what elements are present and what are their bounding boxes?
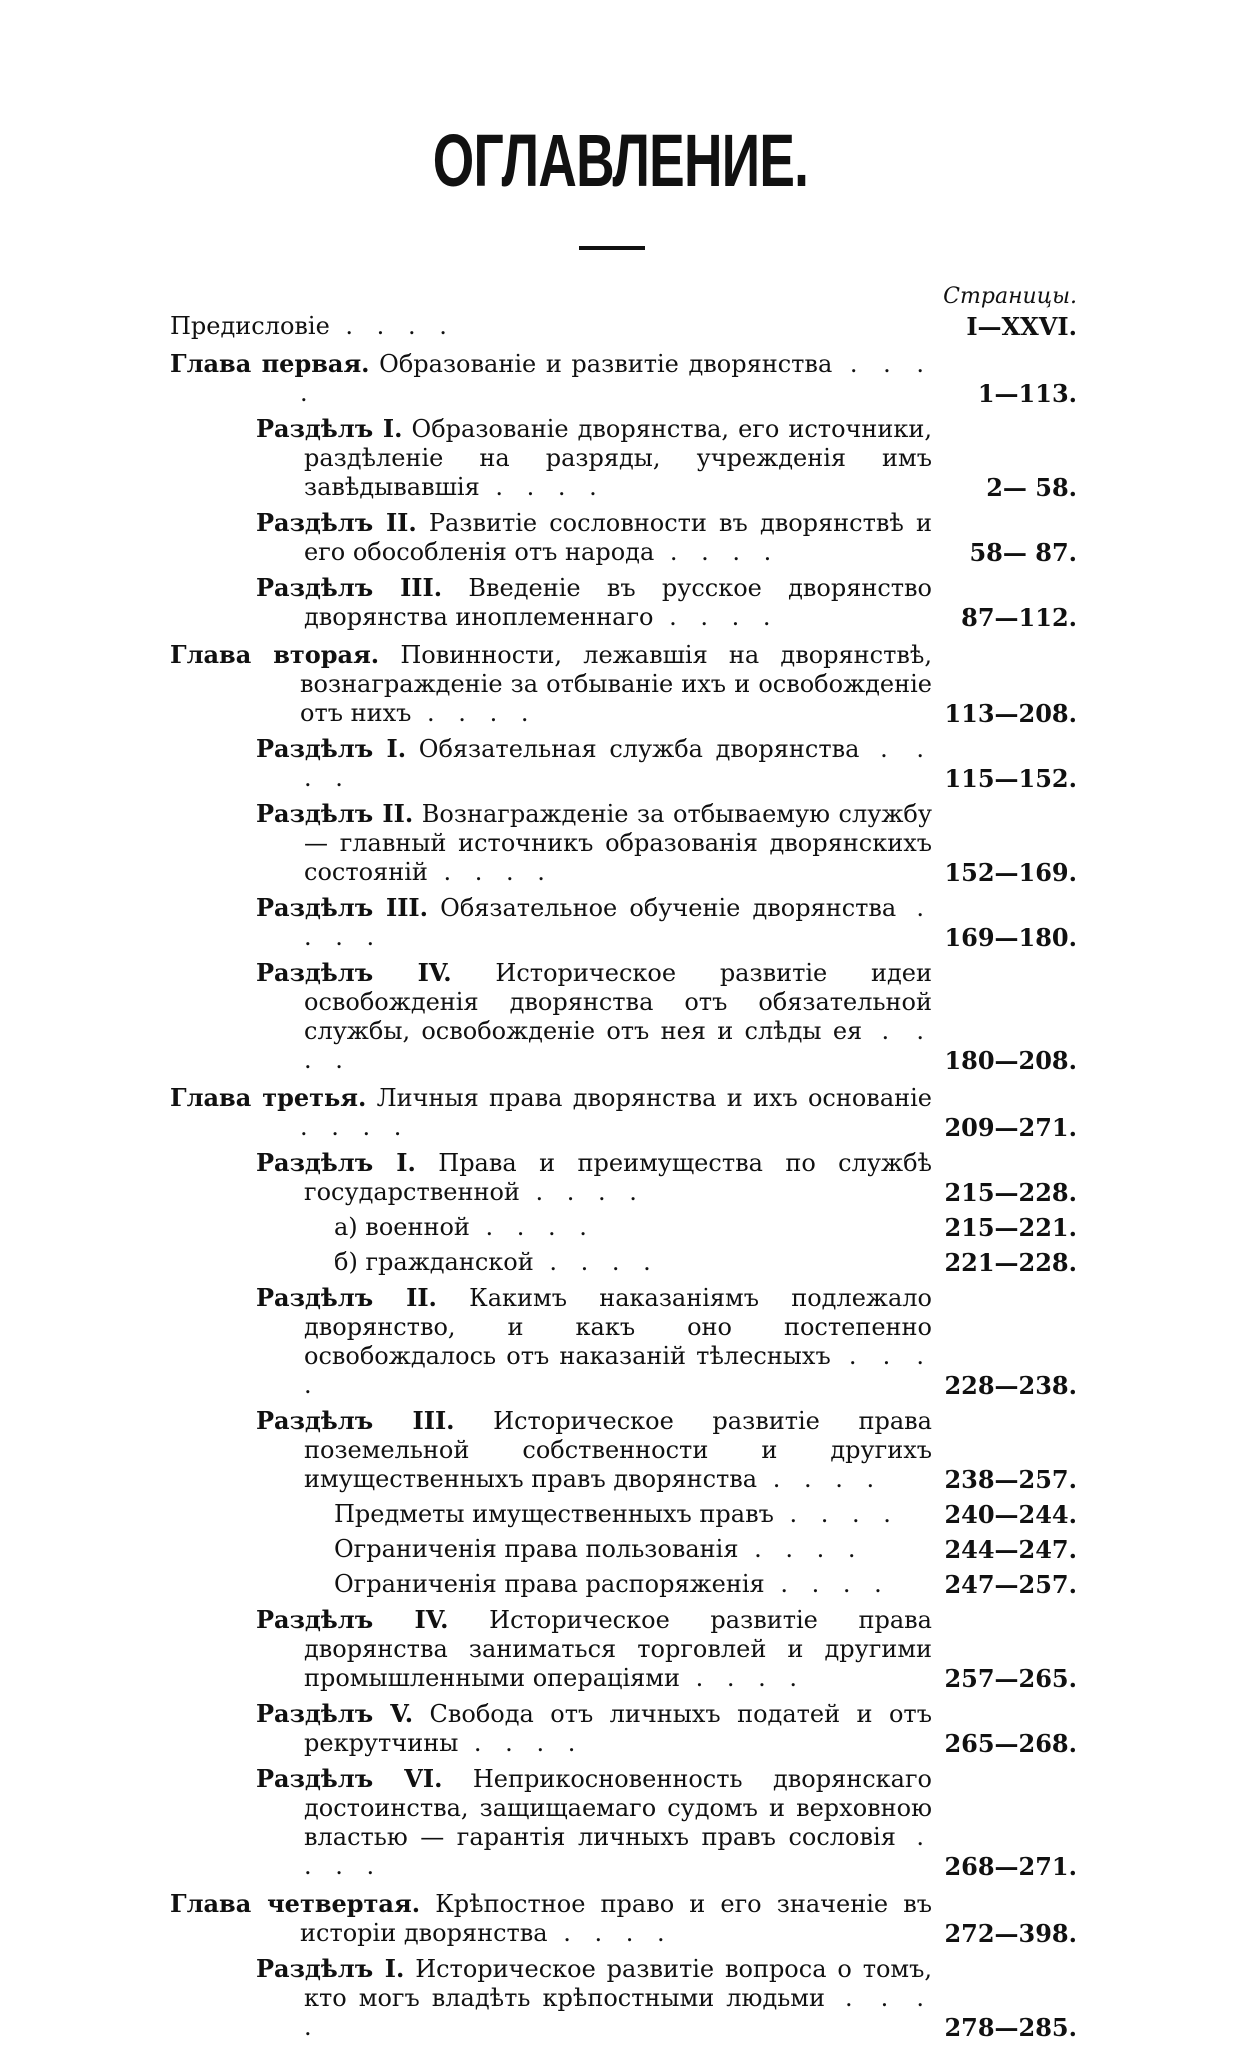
- toc-section: [0, 958, 1241, 1075]
- toc-subsection: [0, 1248, 1241, 1277]
- toc-entry-text: [256, 1283, 932, 1400]
- toc-section: [0, 508, 1241, 567]
- toc-subsection: [0, 1213, 1241, 1242]
- dot-leader: . . . .: [533, 1248, 659, 1276]
- toc-entry-title: Крѣпостное право и его значеніе въ исторіи дворянства: [300, 1890, 932, 1947]
- toc-entry-lead: Глава третья.: [170, 1083, 367, 1112]
- table-of-contents: [0, 312, 1241, 2048]
- toc-entry-title: Права и преимущества по службѣ государственной: [304, 1149, 932, 1206]
- toc-page-range: I—XXVI.: [966, 312, 1077, 341]
- toc-page-range: 115—152.: [944, 764, 1077, 793]
- toc-entry-title: Личныя права дворянства и ихъ основаніе: [376, 1084, 932, 1112]
- toc-page-range: 215—221.: [944, 1213, 1077, 1242]
- toc-page-range: 87—112.: [961, 603, 1077, 632]
- dot-leader: . . . .: [304, 735, 932, 792]
- toc-page-range: 169—180.: [944, 923, 1077, 952]
- toc-chapter: [0, 640, 1241, 728]
- toc-entry-title: Развитіе сословности въ дворянствѣ и его обособленія отъ народа: [304, 509, 932, 566]
- toc-entry-text: [256, 1699, 932, 1758]
- toc-entry-lead: Раздѣлъ II.: [256, 799, 414, 828]
- toc-entry-lead: Раздѣлъ II.: [256, 1283, 437, 1312]
- dot-leader: . . . .: [679, 1664, 805, 1692]
- toc-section: [0, 1605, 1241, 1693]
- toc-chapter: [0, 349, 1241, 408]
- toc-entry-text: [334, 1213, 932, 1242]
- toc-page-range: 272—398.: [944, 1919, 1077, 1948]
- toc-section: [0, 1406, 1241, 1494]
- toc-section: [0, 573, 1241, 632]
- dot-leader: . . . .: [300, 1113, 410, 1141]
- toc-preface: [0, 312, 1241, 341]
- toc-entry-lead: Раздѣлъ IV.: [256, 958, 452, 987]
- toc-entry-text: [170, 640, 932, 728]
- toc-entry-text: [256, 1954, 932, 2042]
- dot-leader: . . . .: [300, 350, 932, 407]
- dot-leader: . . . .: [519, 1178, 645, 1206]
- dot-leader: . . . .: [304, 1342, 932, 1399]
- dot-leader: . . . .: [773, 1500, 899, 1528]
- toc-page-range: 244—247.: [944, 1535, 1077, 1564]
- toc-subsection: [0, 1570, 1241, 1599]
- toc-page-range: 113—208.: [944, 699, 1077, 728]
- toc-entry-text: [170, 1889, 932, 1948]
- toc-entry-lead: Раздѣлъ III.: [256, 573, 443, 602]
- toc-page-range: 215—228.: [944, 1178, 1077, 1207]
- toc-entry-text: [334, 1500, 932, 1529]
- toc-page-range: 268—271.: [944, 1852, 1077, 1881]
- toc-entry-title: Предметы имущественныхъ правъ: [334, 1500, 774, 1528]
- toc-entry-title: а) военной: [334, 1213, 470, 1241]
- toc-entry-title: Предисловіе: [170, 312, 330, 340]
- toc-section: [0, 1283, 1241, 1400]
- dot-leader: . . . .: [653, 603, 779, 631]
- toc-entry-text: [256, 893, 932, 952]
- dot-leader: . . . .: [479, 473, 605, 501]
- toc-entry-lead: Раздѣлъ VI.: [256, 1764, 443, 1793]
- dot-leader: . . . .: [329, 312, 455, 340]
- toc-section: [0, 1764, 1241, 1881]
- toc-entry-lead: Глава первая.: [170, 349, 370, 378]
- toc-entry-title: Повинности, лежавшія на дворянствѣ, вознагражденіе за отбываніе ихъ и освобожденіе отъ нихъ: [300, 641, 932, 727]
- dot-leader: . . . .: [469, 1213, 595, 1241]
- toc-entry-title: Обязательная служба дворянства: [418, 735, 860, 763]
- page-title: ОГЛАВЛЕНИЕ.: [432, 119, 809, 202]
- dot-leader: . . . .: [738, 1535, 864, 1563]
- toc-entry-text: [170, 349, 932, 408]
- toc-entry-title: Ограниченія права пользованія: [334, 1535, 739, 1563]
- toc-entry-lead: Раздѣлъ I.: [256, 1954, 405, 1983]
- dot-leader: . . . .: [304, 1823, 932, 1880]
- toc-entry-lead: Раздѣлъ III.: [256, 1406, 455, 1435]
- toc-entry-text: [170, 312, 932, 341]
- dot-leader: . . . .: [427, 858, 553, 886]
- toc-entry-text: [256, 958, 932, 1075]
- toc-entry-text: [256, 508, 932, 567]
- toc-entry-lead: Раздѣлъ IV.: [256, 1605, 449, 1634]
- toc-entry-title: Неприкосновенность дворянскаго достоинства, защищаемаго судомъ и верховною властью — гарантія личныхъ правъ сословія: [304, 1765, 932, 1851]
- toc-section: [0, 414, 1241, 502]
- toc-section: [0, 1148, 1241, 1207]
- toc-entry-lead: Раздѣлъ I.: [256, 414, 403, 443]
- toc-entry-title: Ограниченія права распоряженія: [334, 1570, 765, 1598]
- toc-section: [0, 1954, 1241, 2042]
- toc-page-range: 152—169.: [944, 858, 1077, 887]
- toc-page-range: 58— 87.: [969, 538, 1077, 567]
- toc-page-range: 221—228.: [944, 1248, 1077, 1277]
- toc-entry-text: [256, 1605, 932, 1693]
- toc-entry-text: [256, 573, 932, 632]
- toc-entry-title: Вознагражденіе за отбываемую службу — главный источникъ образованія дворянскихъ состояній: [304, 800, 932, 886]
- dot-leader: . . . .: [304, 894, 932, 951]
- toc-entry-title: Образованіе дворянства, его источники, раздѣленіе на разряды, учрежденія имъ завѣдывавшія: [304, 415, 933, 501]
- toc-entry-lead: Раздѣлъ II.: [256, 508, 417, 537]
- dot-leader: . . . .: [304, 1984, 932, 2041]
- toc-entry-lead: Глава вторая.: [170, 640, 380, 669]
- toc-entry-lead: Раздѣлъ I.: [256, 1148, 416, 1177]
- toc-entry-title: Историческое развитіе идеи освобожденія дворянства отъ обязательной службы, освобожденіе отъ нея и слѣды ея: [304, 959, 932, 1045]
- dot-leader: . . . .: [547, 1919, 673, 1947]
- toc-page-range: 228—238.: [944, 1371, 1077, 1400]
- toc-entry-text: [256, 1764, 932, 1881]
- toc-page-range: 238—257.: [944, 1465, 1077, 1494]
- toc-page-range: 240—244.: [944, 1500, 1077, 1529]
- toc-section: [0, 734, 1241, 793]
- toc-page-range: 257—265.: [944, 1664, 1077, 1693]
- toc-entry-text: [256, 414, 932, 502]
- toc-chapter: [0, 1083, 1241, 1142]
- toc-entry-lead: Глава четвертая.: [170, 1889, 421, 1918]
- toc-entry-text: [170, 1083, 932, 1142]
- toc-page-range: 180—208.: [944, 1046, 1077, 1075]
- toc-entry-title: Обязательное обученіе дворянства: [440, 894, 897, 922]
- toc-page-range: 247—257.: [944, 1570, 1077, 1599]
- toc-entry-lead: Раздѣлъ III.: [256, 893, 429, 922]
- dot-leader: . . . .: [757, 1465, 883, 1493]
- toc-entry-title: б) гражданской: [334, 1248, 534, 1276]
- toc-entry-title: Историческое развитіе вопроса о томъ, кто могъ владѣть крѣпостными людьми: [304, 1955, 932, 2012]
- toc-entry-lead: Раздѣлъ V.: [256, 1699, 414, 1728]
- title-divider: [579, 246, 645, 250]
- toc-subsection: [0, 1500, 1241, 1529]
- toc-page-range: 209—271.: [944, 1113, 1077, 1142]
- dot-leader: . . . .: [411, 699, 537, 727]
- dot-leader: . . . .: [654, 538, 780, 566]
- toc-chapter: [0, 1889, 1241, 1948]
- toc-section: [0, 893, 1241, 952]
- dot-leader: . . . .: [764, 1570, 890, 1598]
- toc-section: [0, 1699, 1241, 1758]
- toc-entry-text: [256, 734, 932, 793]
- toc-page-range: 278—285.: [944, 2013, 1077, 2042]
- toc-page-range: 1—113.: [977, 379, 1077, 408]
- toc-entry-title: Образованіе и развитіе дворянства: [379, 350, 833, 378]
- toc-entry-text: [256, 1406, 932, 1494]
- toc-page-range: 2— 58.: [986, 473, 1077, 502]
- toc-entry-text: [256, 1148, 932, 1207]
- toc-entry-title: Историческое развитіе права дворянства заниматься торговлей и другими промышленными операціями: [304, 1606, 932, 1692]
- pages-column-header: Страницы.: [943, 284, 1077, 309]
- toc-subsection: [0, 1535, 1241, 1564]
- toc-entry-title: Свобода отъ личныхъ податей и отъ рекрутчины: [304, 1700, 932, 1757]
- toc-entry-title: Какимъ наказаніямъ подлежало дворянство, и какъ оно постепенно освобождалось отъ наказаній тѣлесныхъ: [304, 1284, 932, 1370]
- toc-entry-text: [334, 1570, 932, 1599]
- dot-leader: . . . .: [458, 1729, 584, 1757]
- toc-entry-lead: Раздѣлъ I.: [256, 734, 407, 763]
- toc-page-range: 265—268.: [944, 1729, 1077, 1758]
- toc-entry-title: Историческое развитіе права поземельной собственности и другихъ имущественныхъ правъ дворянства: [304, 1407, 932, 1493]
- toc-section: [0, 799, 1241, 887]
- dot-leader: . . . .: [304, 1017, 932, 1074]
- toc-entry-text: [256, 799, 932, 887]
- toc-entry-text: [334, 1535, 932, 1564]
- toc-entry-text: [334, 1248, 932, 1277]
- toc-entry-title: Введеніе въ русское дворянство дворянства иноплеменнаго: [304, 574, 933, 631]
